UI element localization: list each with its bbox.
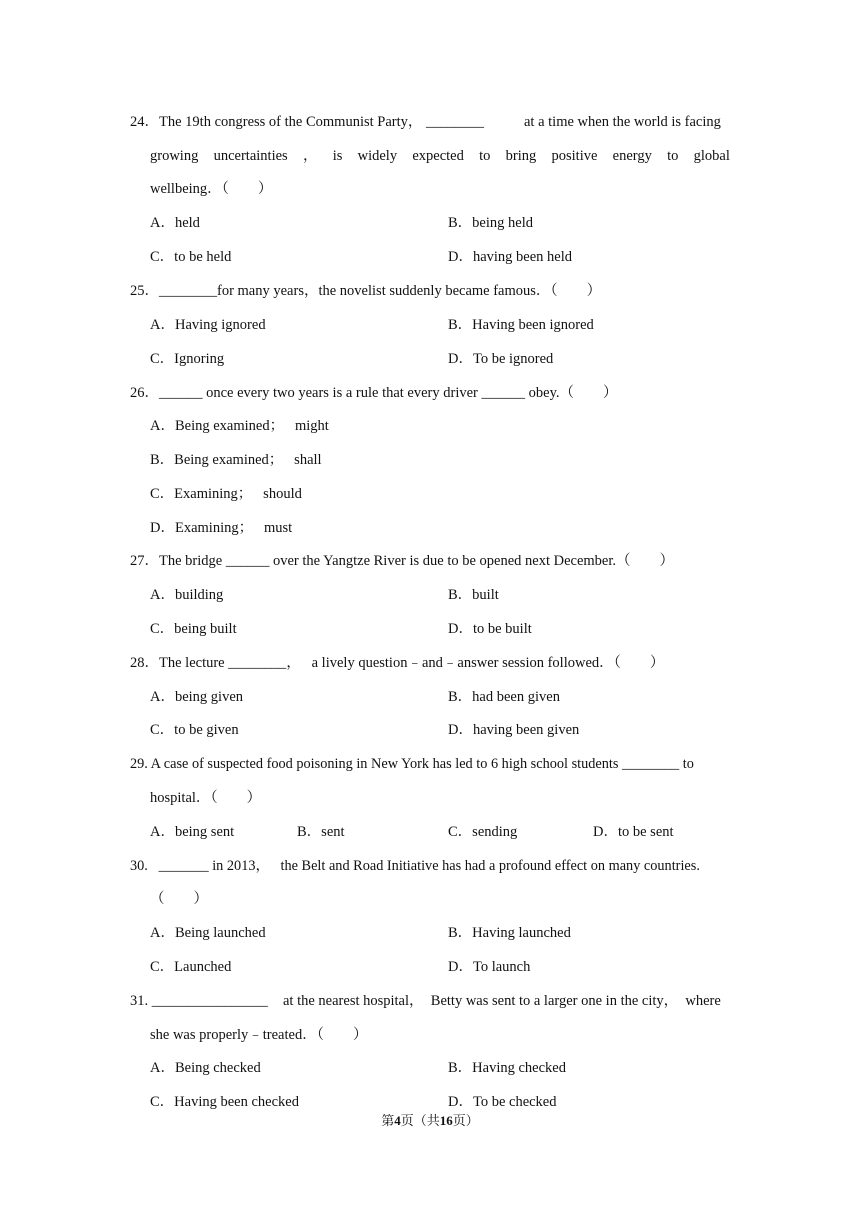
q24-option-b[interactable]: B．being held — [448, 215, 533, 231]
footer-total-pages: 16 — [439, 1113, 453, 1128]
q24-line1-right: at a time when the world is facing — [524, 114, 721, 130]
q27-option-d[interactable]: D．to be built — [448, 621, 532, 637]
q31-line2: she was properly﹣treated．（ ） — [150, 1027, 368, 1043]
q31-option-a[interactable]: A．Being checked — [150, 1060, 261, 1076]
q27-option-b[interactable]: B．built — [448, 587, 499, 603]
q27-option-a[interactable]: A．building — [150, 587, 224, 603]
q25-option-d[interactable]: D．To be ignored — [448, 351, 554, 367]
q24-line1-left: 24．The 19th congress of the Communist Party， ________ — [130, 114, 485, 130]
q31-line1-left: 31. ________________ — [130, 993, 268, 1009]
footer-page-number: 4 — [394, 1113, 401, 1128]
q27-stem: 27．The bridge ______ over the Yangtze River is due to be opened next December.（ ） — [130, 553, 675, 569]
q26-option-c[interactable]: C．Examining； should — [150, 486, 302, 502]
q31-option-c[interactable]: C．Having been checked — [150, 1094, 299, 1110]
q24-word: energy — [612, 148, 652, 164]
q24-option-d[interactable]: D．having been held — [448, 249, 573, 265]
footer-suffix: 页） — [452, 1113, 479, 1128]
footer-prefix: 第 — [381, 1113, 395, 1128]
q31-option-d[interactable]: D．To be checked — [448, 1094, 557, 1110]
q26-stem: 26．______ once every two years is a rule that every driver ______ obey.（ ） — [130, 385, 618, 401]
q29-option-c[interactable]: C．sending — [448, 824, 518, 840]
q30-line1: 30. _______ in 2013， the Belt and Road Initiative has had a profound effect on many countries. — [130, 858, 700, 874]
q24-word: positive — [551, 148, 598, 164]
q30-option-a[interactable]: A．Being launched — [150, 925, 266, 941]
q28-option-d[interactable]: D．having been given — [448, 722, 580, 738]
footer-mid: 页（共 — [400, 1113, 440, 1128]
q24-option-a[interactable]: A．held — [150, 215, 200, 231]
q29-line1: 29. A case of suspected food poisoning in New York has led to 6 high school students ________ to — [130, 756, 694, 772]
q26-option-d[interactable]: D．Examining； must — [150, 520, 293, 536]
q30-line2: （ ） — [150, 891, 208, 907]
q24-word: widely — [357, 148, 398, 164]
page-footer — [0, 1112, 860, 1130]
q31-line1-right: at the nearest hospital， Betty was sent to a larger one in the city， where — [283, 993, 721, 1009]
q24-word: expected — [412, 148, 464, 164]
q24-word: global — [693, 148, 730, 164]
q29-option-b[interactable]: B．sent — [297, 824, 345, 840]
q25-option-c[interactable]: C．Ignoring — [150, 351, 225, 367]
q27-option-c[interactable]: C．being built — [150, 621, 237, 637]
q29-line2: hospital．（ ） — [150, 790, 262, 806]
q26-option-a[interactable]: A．Being examined； might — [150, 418, 329, 434]
q24-word: uncertainties — [213, 148, 288, 164]
q24-word: bring — [505, 148, 537, 164]
q28-option-a[interactable]: A．being given — [150, 689, 244, 705]
q24-word: to — [479, 148, 491, 164]
q24-word: is — [332, 148, 343, 164]
q28-stem: 28．The lecture ________， a lively question﹣and﹣answer session followed．（ ） — [130, 655, 665, 671]
q30-option-d[interactable]: D．To launch — [448, 959, 531, 975]
q25-stem: 25．________for many years，the novelist suddenly became famous．（ ） — [130, 283, 602, 299]
q29-option-a[interactable]: A．being sent — [150, 824, 235, 840]
q28-option-b[interactable]: B．had been given — [448, 689, 560, 705]
q24-line3: wellbeing．（ ） — [150, 181, 273, 197]
q26-option-b[interactable]: B．Being examined； shall — [150, 452, 322, 468]
q24-line2 — [150, 147, 730, 165]
q31-option-b[interactable]: B．Having checked — [448, 1060, 566, 1076]
q28-option-c[interactable]: C．to be given — [150, 722, 239, 738]
q25-option-a[interactable]: A．Having ignored — [150, 317, 266, 333]
q24-option-c[interactable]: C．to be held — [150, 249, 232, 265]
q24-word: ， — [302, 148, 318, 164]
q30-option-b[interactable]: B．Having launched — [448, 925, 571, 941]
q24-line1 — [130, 113, 484, 131]
q30-option-c[interactable]: C．Launched — [150, 959, 232, 975]
q24-word: growing — [150, 148, 199, 164]
q29-option-d[interactable]: D．to be sent — [593, 824, 674, 840]
q25-option-b[interactable]: B．Having been ignored — [448, 317, 594, 333]
q24-word: to — [667, 148, 679, 164]
